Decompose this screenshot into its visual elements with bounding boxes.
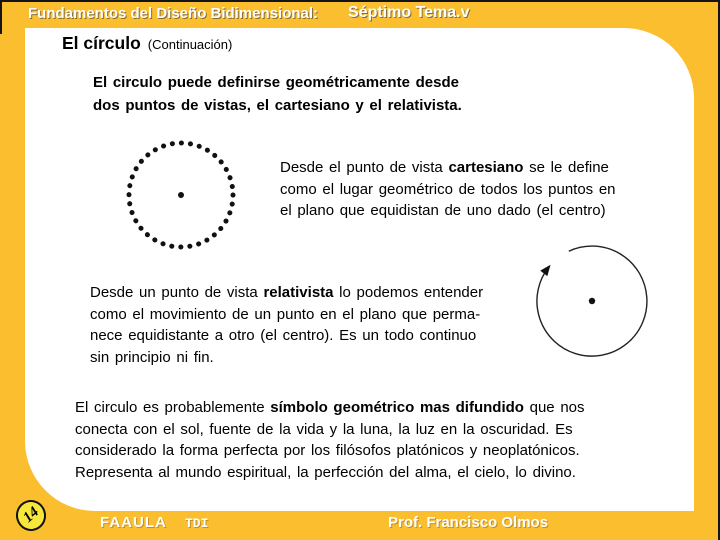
dotted-circle-figure (121, 135, 241, 255)
topic-title: Séptimo Tema.v (348, 4, 470, 21)
page-badge (14, 498, 48, 533)
slide-title (62, 33, 232, 54)
top-border-line (0, 0, 720, 2)
continuation-label: (Continuación) (147, 37, 233, 52)
course-title: Fundamentos del Diseño Bidimensional: (28, 5, 319, 22)
arrowhead-icon (540, 262, 554, 276)
closing-paragraph: El circulo es probablemente símbolo geométrico mas difundido que nos conecta con el sol, fuente de la vida y la luna, la luz en la oscuridad. Es considerado la forma perfecta por los filósofos platónicos y neoplatónicos. Representa al mundo espiritual, la perfección del alma, el cielo, lo divino. (75, 399, 585, 481)
cartesian-paragraph: Desde el punto de vista cartesiano se le define como el lugar geométrico de todos los puntos en el plano que equidistan de uno dado (el centro) (280, 159, 616, 219)
relativist-paragraph: Desde un punto de vista relativista lo podemos entender como el movimiento de un punto en el plano que perma- nece equidistante a otro (el centro). Es un todo continuo sin principio ni fin. (90, 284, 484, 366)
professor-label: Prof. Francisco Olmos (388, 514, 549, 531)
slide-title-text: El círculo (62, 33, 141, 53)
arrow-circle-figure (530, 239, 654, 363)
intro-paragraph: El circulo puede definirse geométricamente desde dos puntos de vistas, el cartesiano y el relativista. (93, 74, 462, 114)
faculty-label: FAAULA (100, 514, 167, 531)
left-border-line (0, 0, 2, 34)
course-code-label: TDI (185, 516, 209, 531)
arrow-circle-center-point (589, 298, 595, 304)
page-number: 14 (19, 504, 42, 527)
dotted-circle-center-point (178, 192, 184, 198)
